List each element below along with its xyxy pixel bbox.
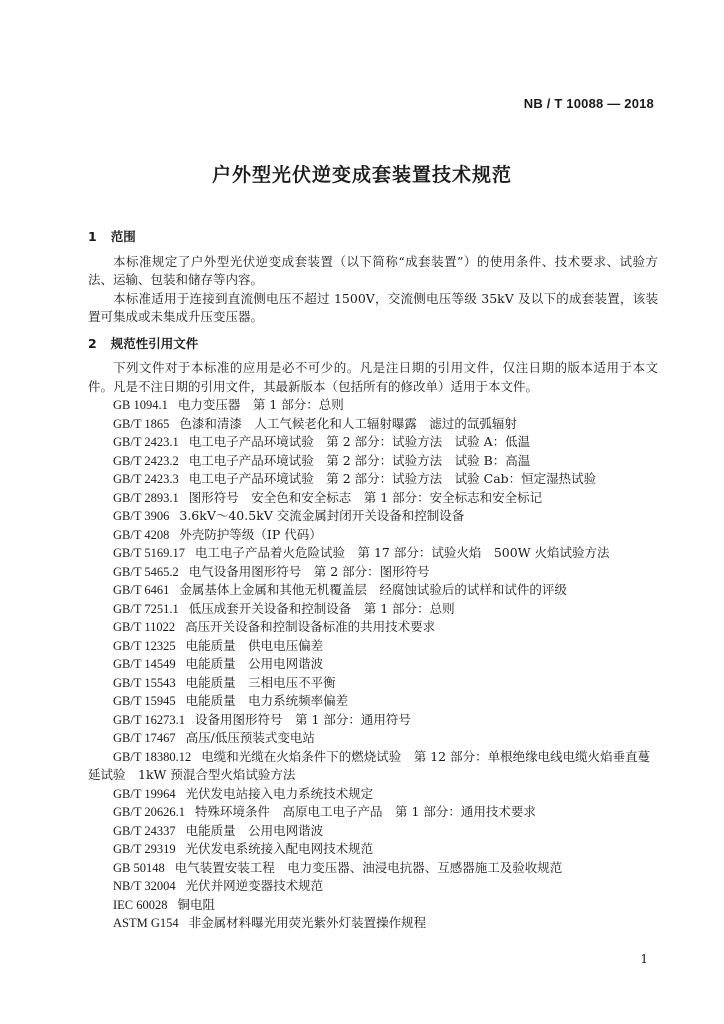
reference-code: GB/T 2423.2 (113, 453, 179, 468)
reference-code: GB 1094.1 (113, 398, 168, 412)
reference-title: 电能质量 三相电压不平衡 (185, 674, 336, 690)
reference-item (88, 470, 658, 489)
reference-item (88, 785, 658, 804)
section-scope (88, 228, 658, 327)
reference-title: 光伏发电系统接入配电网技术规范 (185, 841, 374, 856)
paragraph: 本标准适用于连接到直流侧电压不超过 1500V，交流侧电压等级 35kV 及以下的成套装置，该装置可集成或未集成升压变压器。 (88, 290, 658, 324)
reference-item (88, 822, 658, 841)
reference-code: GB/T 1865 (113, 416, 170, 431)
paragraph: 下列文件对于本标准的应用是必不可少的。凡是注日期的引用文件，仅注日期的版本适用于本文件。凡是不注日期的引用文件，其最新版本（包括所有的修改单）适用于本文件。 (88, 360, 658, 394)
reference-title: 电气设备用图形符号 第 2 部分：图形符号 (188, 563, 430, 579)
reference-item (88, 618, 658, 637)
reference-item (88, 507, 658, 526)
reference-code: GB/T 14549 (113, 657, 176, 671)
reference-code: GB/T 18380.12 (113, 749, 192, 764)
reference-item (88, 748, 658, 785)
reference-title: 电能质量 供电电压偏差 (185, 637, 324, 653)
section-number: 2 (88, 335, 97, 351)
reference-item (88, 840, 658, 859)
reference-item (88, 877, 658, 896)
section-heading (88, 228, 658, 247)
document-title: 户外型光伏逆变成套装置技术规范 (211, 164, 512, 186)
reference-title: 3.6kV～40.5kV 交流金属封闭开关设备和控制设备 (179, 508, 465, 523)
reference-item (88, 674, 658, 693)
reference-code: GB/T 5465.2 (113, 564, 179, 579)
reference-item (88, 655, 658, 674)
reference-title: 电缆和光缆在火焰条件下的燃烧试验 第 12 部分：单根绝缘电线电缆火焰垂直蔓延试验 1kW 预混合型火焰试验方法 (88, 748, 651, 782)
reference-code: GB/T 29319 (113, 842, 176, 856)
reference-title: 高压/低压预装式变电站 (185, 730, 315, 745)
reference-title: 电力变压器 第 1 部分：总则 (177, 397, 344, 412)
section-normative-references (88, 335, 658, 933)
reference-item (88, 581, 658, 600)
reference-item (88, 692, 658, 711)
reference-code: GB/T 12325 (113, 638, 176, 653)
reference-item (88, 452, 658, 471)
page-number: 1 (640, 952, 648, 966)
reference-code: GB/T 15543 (113, 675, 176, 690)
section-number: 1 (88, 229, 97, 244)
section-title: 规范性引用文件 (110, 335, 199, 351)
reference-title: 设备用图形符号 第 1 部分：通用符号 (195, 711, 411, 727)
reference-item (88, 489, 658, 508)
reference-title: 非金属材料曝光用荧光紫外灯装置操作规程 (188, 915, 427, 930)
reference-item (88, 415, 658, 434)
reference-code: GB/T 11022 (113, 620, 176, 634)
section-heading (88, 335, 658, 354)
reference-code: GB/T 20626.1 (113, 805, 185, 819)
reference-item (88, 544, 658, 563)
reference-code: GB/T 2893.1 (113, 490, 179, 505)
reference-item (88, 600, 658, 619)
reference-item (88, 729, 658, 748)
reference-title: 电能质量 公用电网谐波 (185, 656, 324, 671)
reference-code: GB/T 2423.3 (113, 472, 179, 486)
reference-code: GB/T 4208 (113, 527, 170, 542)
reference-code: IEC 60028 (113, 897, 168, 912)
reference-code: GB/T 17467 (113, 731, 176, 745)
reference-item (88, 914, 658, 933)
reference-item (88, 859, 658, 878)
reference-title: 光伏发电站接入电力系统技术规定 (185, 785, 374, 801)
document-code: NB / T 10088 — 2018 (523, 96, 654, 111)
document-body (88, 228, 658, 941)
reference-item (88, 563, 658, 582)
section-title: 范围 (110, 229, 136, 244)
reference-item (88, 433, 658, 452)
reference-title: 电工电子产品环境试验 第 2 部分：试验方法 试验 B：高温 (188, 452, 531, 468)
reference-title: 低压成套开关设备和控制设备 第 1 部分：总则 (188, 600, 455, 616)
reference-list (88, 396, 658, 933)
reference-item (88, 637, 658, 656)
reference-code: NB/T 32004 (113, 879, 176, 893)
reference-code: GB/T 3906 (113, 509, 170, 523)
reference-code: ASTM G154 (113, 916, 179, 930)
reference-item (88, 526, 658, 545)
reference-code: GB/T 7251.1 (113, 601, 179, 616)
reference-code: GB 50148 (113, 860, 165, 875)
reference-item (88, 803, 658, 822)
paragraph: 本标准规定了户外型光伏逆变成套装置（以下简称“成套装置”）的使用条件、技术要求、试验方法、运输、包装和储存等内容。 (88, 253, 658, 287)
reference-title: 电工电子产品着火危险试验 第 17 部分：试验火焰 500W 火焰试验方法 (195, 545, 610, 560)
reference-title: 金属基体上金属和其他无机覆盖层 经腐蚀试验后的试样和试件的评级 (179, 582, 567, 597)
reference-code: GB/T 24337 (113, 823, 176, 838)
reference-title: 电气装置安装工程 电力变压器、油浸电抗器、互感器施工及验收规范 (174, 859, 563, 875)
reference-code: GB/T 16273.1 (113, 712, 185, 727)
reference-code: GB/T 2423.1 (113, 435, 179, 449)
reference-item (88, 711, 658, 730)
reference-title: 高压开关设备和控制设备标准的共用技术要求 (185, 619, 436, 634)
reference-title: 电能质量 公用电网谐波 (185, 822, 324, 838)
reference-title: 电工电子产品环境试验 第 2 部分：试验方法 试验 A：低温 (188, 434, 531, 449)
reference-code: GB/T 15945 (113, 694, 176, 708)
reference-title: 色漆和清漆 人工气候老化和人工辐射曝露 滤过的氙弧辐射 (179, 415, 517, 431)
reference-title: 电能质量 电力系统频率偏差 (185, 693, 349, 708)
reference-title: 光伏并网逆变器技术规范 (185, 878, 324, 893)
reference-item (88, 896, 658, 915)
reference-code: GB/T 5169.17 (113, 546, 185, 560)
reference-title: 特殊环境条件 高原电工电子产品 第 1 部分：通用技术要求 (195, 804, 536, 819)
reference-title: 铜电阻 (177, 896, 216, 912)
reference-title: 电工电子产品环境试验 第 2 部分：试验方法 试验 Cab：恒定湿热试验 (188, 471, 597, 486)
reference-code: GB/T 19964 (113, 786, 176, 801)
reference-code: GB/T 6461 (113, 583, 170, 597)
reference-title: 图形符号 安全色和安全标志 第 1 部分：安全标志和安全标记 (188, 489, 543, 505)
reference-title: 外壳防护等级（IP 代码） (179, 526, 322, 542)
reference-item (88, 396, 658, 415)
